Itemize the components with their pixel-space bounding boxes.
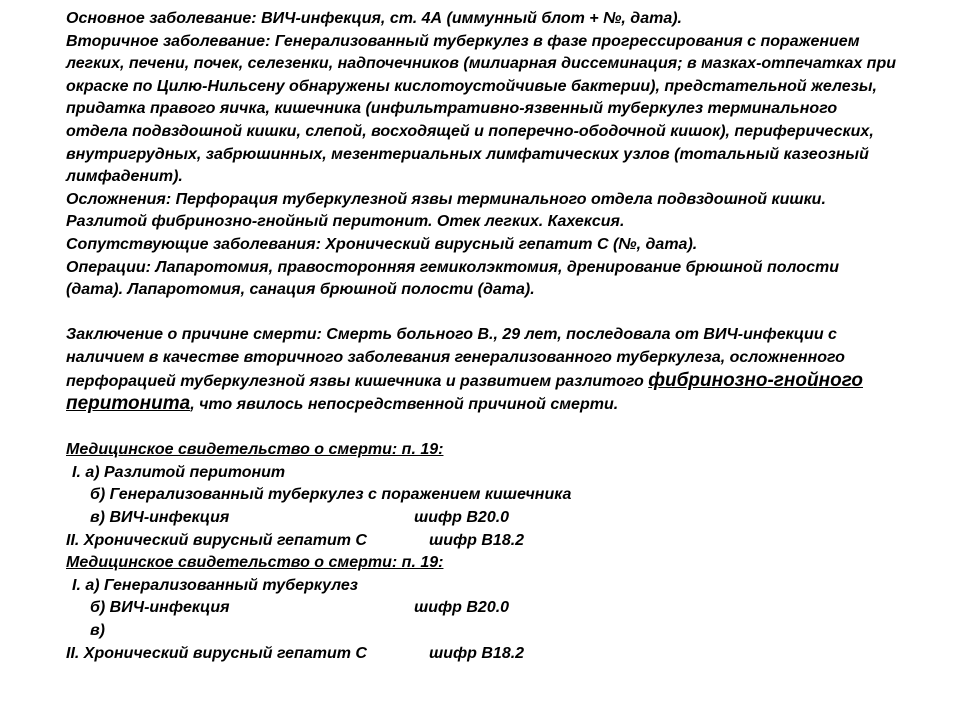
conclusion-text-start: Заключение о причине смерти: Смерть больного В., 29 лет, последовала от ВИЧ-инфекции с наличием в качестве вторичного заболевания генерализованного туберкулеза, осложненного перфорацией туберкулезной язвы кишечника и развитием разлитого xyxy=(66,326,845,390)
icd-code: шифр В20.0 xyxy=(414,509,510,527)
certificate-heading: Медицинское свидетельство о смерти: п. 19: xyxy=(66,554,444,572)
icd-code: шифр В18.2 xyxy=(429,644,525,662)
conclusion-emphasis: фибринозно-гнойного перитонита xyxy=(66,369,863,415)
cause-line-v: в) ВИЧ-инфекция xyxy=(90,509,230,527)
cause-line-b: б) Генерализованный туберкулез с поражением кишечника xyxy=(90,486,572,504)
death-cause-conclusion xyxy=(66,324,896,416)
secondary-disease: Вторичное заболевание: Генерализованный туберкулез в фазе прогрессирования с поражением легких, печени, почек, селезенки, надпочечников (милиарная диссеминация; в мазках-отпечатках при окраске по Цилю-Нильсену обнаружены кислотоустойчивые бактерии), предстательной железы, придатка правого яичка, кишечника (инфильтративно-язвенный туберкулез терминального отдела подвздошной кишки, слепой, восходящей и поперечно-ободочной кишок), периферических, внутригрудных, забрюшинных, мезентериальных лимфатических узлов (тотальный казеозный лимфаденит). xyxy=(66,32,896,186)
cause-line-a: I. а) Разлитой перитонит xyxy=(72,463,286,481)
cause-line-v: в) xyxy=(90,622,105,640)
cause-line-ii: II. Хронический вирусный гепатит С xyxy=(66,644,367,662)
cause-line-a: I. а) Генерализованный туберкулез xyxy=(72,576,358,594)
icd-code: шифр В20.0 xyxy=(414,599,510,617)
conclusion-text-end: , что явилось непосредственной причиной смерти. xyxy=(190,396,619,414)
certificate-heading: Медицинское свидетельство о смерти: п. 19: xyxy=(66,441,444,459)
death-certificate-1 xyxy=(66,439,896,552)
icd-code: шифр В18.2 xyxy=(429,531,525,549)
cause-line-b: б) ВИЧ-инфекция xyxy=(90,599,230,617)
operations: Операции: Лапаротомия, правосторонняя гемиколэктомия, дренирование брюшной полости (дата). Лапаротомия, санация брюшной полости (дата). xyxy=(66,258,839,299)
spacer xyxy=(66,302,896,325)
death-certificate-2 xyxy=(66,552,896,665)
concomitant-disease: Сопутствующие заболевания: Хронический вирусный гепатит С (№, дата). xyxy=(66,235,698,253)
spacer xyxy=(66,417,896,440)
main-disease: Основное заболевание: ВИЧ-инфекция, ст. 4А (иммунный блот + №, дата). xyxy=(66,10,682,27)
document-body xyxy=(66,8,896,665)
cause-line-ii: II. Хронический вирусный гепатит С xyxy=(66,531,367,549)
complications: Осложнения: Перфорация туберкулезной язвы терминального отдела подвздошной кишки. Разлитой фибринозно-гнойный перитонит. Отек легких. Кахексия. xyxy=(66,190,826,231)
